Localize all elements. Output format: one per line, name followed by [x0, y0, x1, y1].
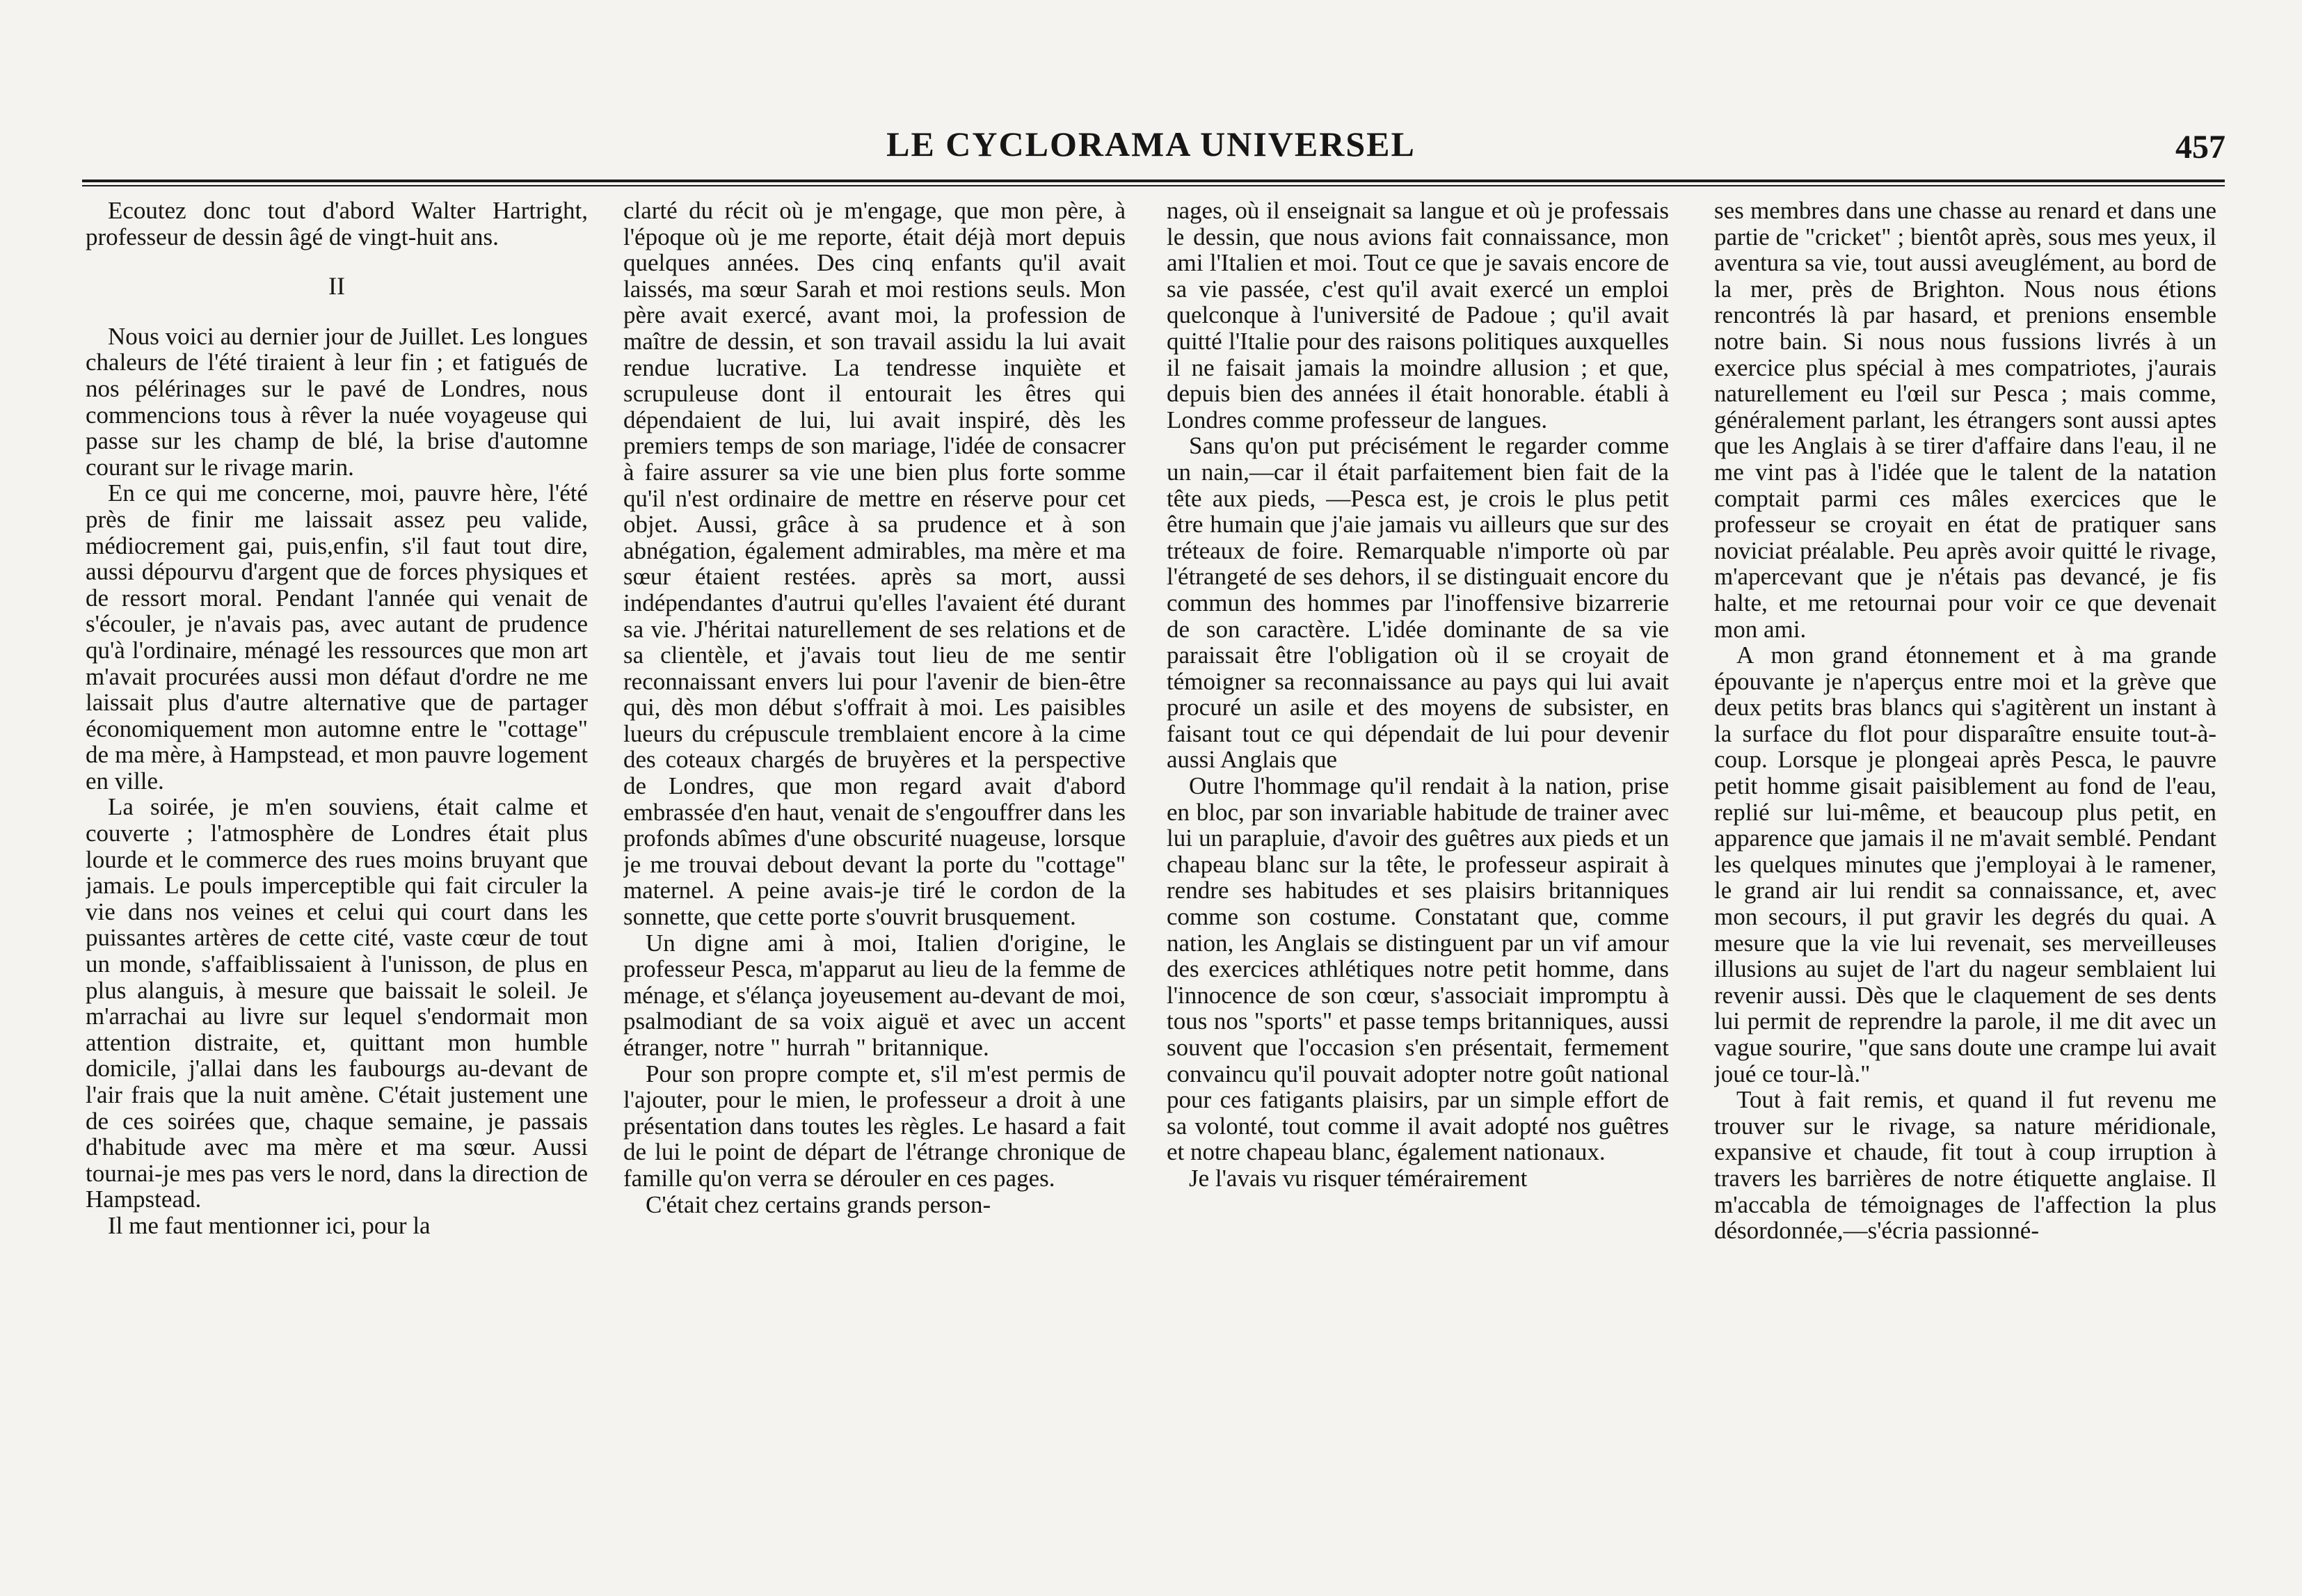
text-column-3	[1167, 198, 1669, 1492]
header-rule-thick	[82, 179, 2225, 182]
paragraph: Nous voici au dernier jour de Juillet. Les longues chaleurs de l'été tiraient à leur fin ; et fatigués de nos pélérinages sur le pavé de Londres, nous commencions tous à rêver la nuée voyageuse qui passe sur les champ de blé, la brise d'automne courant sur le rivage marin.	[86, 322, 588, 481]
paragraph: Un digne ami à moi, Italien d'origine, le professeur Pesca, m'apparut au lieu de la femme de ménage, et s'élança joyeusement au-devant de moi, psalmodiant de sa voix aiguë et avec un accent étranger, notre " hurrah " britannique.	[623, 929, 1126, 1061]
paragraph-continued: clarté du récit où je m'engage, que mon père, à l'époque où je me reporte, était déjà mort depuis quelques années. Des cinq enfants qu'il avait laissés, ma sœur Sarah et moi restions seuls. Mon père avait exercé, avant moi, la profession de maître de dessin, et son travail assidu la lui avait rendue lucrative. La tendresse inquiète et scrupuleuse dont il entourait les êtres qui dépendaient de lui, lui avait inspiré, dès les premiers temps de son mariage, l'idée de consacrer à faire assurer sa vie une bien plus forte somme qu'il n'est ordinaire de mettre en réserve pour cet objet. Aussi, grâce à sa prudence et à son abnégation, également admirables, ma mère et ma sœur étaient restées. après sa mort, aussi indépendantes d'autrui qu'elles l'avaient été durant sa vie. J'héritai naturellement de ses relations et de sa clientèle, et j'avais tout lieu de me sentir reconnaissant envers lui pour l'avenir de bien-être qui, dès mon début s'offrait à moi. Les paisibles lueurs du crépuscule tremblaient encore à la cime des coteaux chargés de bruyères et la perspective de Londres, que mon regard avait d'abord embrassée d'en haut, venait de s'engouffrer dans les profonds abîmes d'une obscurité nuageuse, lorsque je me trouvai debout devant la porte du "cottage" maternel. A peine avais-je tiré le cordon de la sonnette, que cette porte s'ouvrit brusquement.	[623, 198, 1126, 931]
header-rule-thin	[82, 185, 2225, 186]
paragraph: C'était chez certains grands person-	[646, 1190, 991, 1218]
text-column-1	[86, 198, 588, 1492]
paragraph: A mon grand étonnement et à ma grande épouvante je n'aperçus entre moi et la grève que deux petits bras blancs qui s'agitèrent un instant à la surface du flot pour disparaître ensuite tout-à-coup. Lorsque je plongeai après Pesca, le pauvre petit homme gisait paisiblement au fond de l'eau, replié sur lui-même, et beaucoup plus petit, en apparence que jamais il ne m'avait semblé. Pendant les quelques minutes que j'employai à le ramener, le grand air lui rendit sa connaissance, et, avec mon secours, il put gravir les degrés du quai. A mesure que la vie lui revenait, ses merveilleuses illusions au sujet de l'art du nageur semblaient lui revenir aussi. Dès que le claquement de ses dents lui permit de reprendre la parole, il me dit avec un vague sourire, "que sans doute une crampe lui avait joué ce tour-là."	[1714, 641, 2216, 1087]
paragraph-continued: ses membres dans une chasse au renard et dans une partie de "cricket" ; bientôt après, sous mes yeux, il aventura sa vie, tout aussi aveuglément, au bord de la mer, près de Brighton. Nous nous étions rencontrés là par hasard, et prenions ensemble notre bain. Si nous nous fussions livrés à un exercice plus spécial à mes compatriotes, j'aurais naturellement eu l'œil sur Pesca ; mais comme, généralement parlant, les étrangers sont aussi aptes que les Anglais à se tirer d'affaire dans l'eau, il ne me vint pas à l'idée que le talent de la natation comptait parmi ces mâles exercices que le professeur se croyait en état de pratiquer sans noviciat préalable. Peu après avoir quitté le rivage, m'apercevant que je n'étais pas devancé, je fis halte, et me retournai pour voir ce que devenait mon ami.	[1714, 198, 2216, 643]
running-title: LE CYCLORAMA UNIVERSEL	[886, 125, 1416, 163]
page-number: 457	[2175, 129, 2225, 166]
paragraph: Outre l'hommage qu'il rendait à la nation, prise en bloc, par son invariable habitude de trainer avec lui un parapluie, d'avoir des guêtres aux pieds et un chapeau blanc sur la tête, le professeur aspirait à rendre ses habitudes et ses plaisirs britanniques comme son costume. Constatant que, comme nation, les Anglais se distinguent par un vif amour des exercices athlétiques notre petit homme, dans l'innocence de son cœur, s'associait impromptu à tous nos "sports" et passe temps britanniques, aussi souvent que l'occasion s'en présentait, fermement convaincu qu'il pouvait adopter notre goût national pour ces fatigants plaisirs, par un simple effort de sa volonté, tout comme il avait adopté nos guêtres et notre chapeau blanc, également nationaux.	[1167, 772, 1669, 1166]
paragraph: En ce qui me concerne, moi, pauvre hère, l'été près de finir me laissait assez peu valide, médiocrement gai, puis,enfin, s'il faut tout dire, aussi dépourvu d'argent que de forces physiques et de ressort moral. Pendant l'année qui venait de s'écouler, je n'avais pas, avec autant de prudence qu'à l'ordinaire, ménagé les ressources que mon art m'avait procurées aussi mon défaut d'ordre ne me laissait plus d'autre alternative que de partager économiquement mon automne entre le "cottage" de ma mère, à Hampstead, et mon pauvre logement en ville.	[86, 479, 588, 795]
paragraph: Sans qu'on put précisément le regarder comme un nain,—car il était parfaitement bien fait de la tête aux pieds, —Pesca est, je crois le plus petit être humain que j'aie jamais vu ailleurs que sur des tréteaux de foire. Remarquable n'importe où par l'étrangeté de ses dehors, il se distinguait encore du commun des hommes par l'inoffensive bizarrerie de son caractère. L'idée dominante de sa vie paraissait être l'obligation où il se croyait de témoigner sa reconnaissance au pays qui lui avait procuré un asile et des moyens de subsister, en faisant tout ce qui dépendait de lui pour devenir aussi Anglais que	[1167, 432, 1669, 774]
paragraph: Pour son propre compte et, s'il m'est permis de l'ajouter, pour le mien, le professeur a droit à une présentation dans toutes les règles. Le hasard a fait de lui le point de départ de l'étrange chronique de famille qu'on verra se dérouler en ces pages.	[623, 1060, 1126, 1192]
paragraph: Je l'avais vu risquer témérairement	[1189, 1164, 1528, 1192]
text-column-4	[1714, 198, 2216, 1492]
paragraph: Il me faut mentionner ici, pour la	[108, 1211, 431, 1239]
text-column-2	[623, 198, 1126, 1492]
intro-paragraph: Ecoutez donc tout d'abord Walter Hartright, professeur de dessin âgé de vingt-huit ans.	[86, 198, 588, 250]
section-number: II	[328, 272, 345, 301]
paragraph: La soirée, je m'en souviens, était calme et couverte ; l'atmosphère de Londres était plus lourde et le commerce des rues moins bruyant que jamais. Le pouls imperceptible qui fait circuler la vie dans nos veines et celui qui court dans les puissantes artères de cette cité, vaste cœur de tout un monde, s'affaiblissaient à l'unisson, de plus en plus alanguis, à mesure que baissait le soleil. Je m'arrachai au livre sur lequel s'endormait mon attention distraite, et, quittant mon humble domicile, j'allai dans les faubourgs au-devant de l'air frais que la nuit amène. C'était justement une de ces soirées que, chaque semaine, je passais d'habitude avec ma mère et ma sœur. Aussi tournai-je mes pas vers le nord, dans la direction de Hampstead.	[86, 793, 588, 1213]
paragraph-continued: nages, où il enseignait sa langue et où je professais le dessin, que nous avions fait connaissance, mon ami l'Italien et moi. Tout ce que je savais encore de sa vie passée, c'est qu'il avait exercé un emploi quelconque à l'université de Padoue ; qu'il avait quitté l'Italie pour des raisons politiques auxquelles il ne faisait jamais la moindre allusion ; et que, depuis bien des années il était honorable. établi à Londres comme professeur de langues.	[1167, 198, 1669, 433]
paragraph: Tout à fait remis, et quand il fut revenu me trouver sur le rivage, sa nature méridionale, expansive et chaude, fit tout à coup irruption à travers les barrières de notre étiquette anglaise. Il m'accabla de témoignages de l'affection la plus désordonnée,—s'écria passionné-	[1714, 1086, 2216, 1245]
